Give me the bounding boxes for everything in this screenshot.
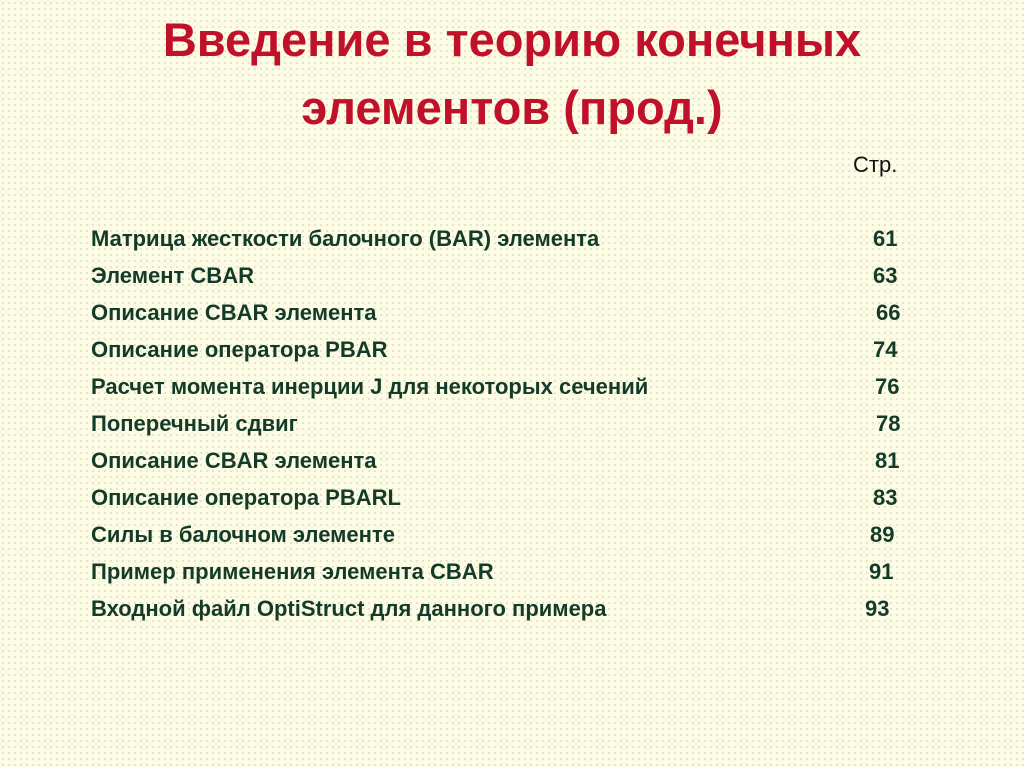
slide-title-line-2: элементов (прод.) [301,81,723,134]
toc-item-page: 91 [869,559,894,584]
toc-item-page: 81 [875,448,900,473]
toc-item-title: Элемент CBAR [91,263,254,288]
toc-row [91,294,911,331]
toc-item-title: Входной файл OptiStruct для данного примера [91,596,607,621]
toc-item-title: Описание CBAR элемента [91,448,377,473]
toc-row [91,442,911,479]
toc-item-page: 66 [876,300,901,325]
toc-row [91,257,911,294]
toc-item-page: 76 [875,374,900,399]
toc-row [91,220,911,257]
toc-item-title: Описание оператора PBARL [91,485,401,510]
toc-item-title: Силы в балочном элементе [91,522,395,547]
toc-item-page: 74 [873,337,898,362]
toc-item-title: Описание CBAR элемента [91,300,377,325]
toc-row [91,405,911,442]
toc-item-page: 93 [865,596,890,621]
page-column-header: Стр. [853,152,898,177]
slide-title-line-1: Введение в теорию конечных [162,13,862,66]
toc-item-page: 63 [873,263,898,288]
toc-row [91,590,911,627]
toc-item-page: 83 [873,485,898,510]
slide-title [0,6,1024,142]
toc-item-title: Матрица жесткости балочного (BAR) элемента [91,226,600,251]
toc-item-title: Пример применения элемента CBAR [91,559,494,584]
toc-row [91,516,911,553]
toc-item-title: Расчет момента инерции J для некоторых сечений [91,374,649,399]
toc-item-title: Описание оператора PBAR [91,337,388,362]
toc-item-page: 78 [876,411,901,436]
toc-item-title: Поперечный сдвиг [91,411,298,436]
toc-row [91,479,911,516]
toc-item-page: 61 [873,226,898,251]
table-of-contents [91,220,911,627]
toc-row [91,553,911,590]
toc-row [91,331,911,368]
toc-item-page: 89 [870,522,895,547]
toc-row [91,368,911,405]
